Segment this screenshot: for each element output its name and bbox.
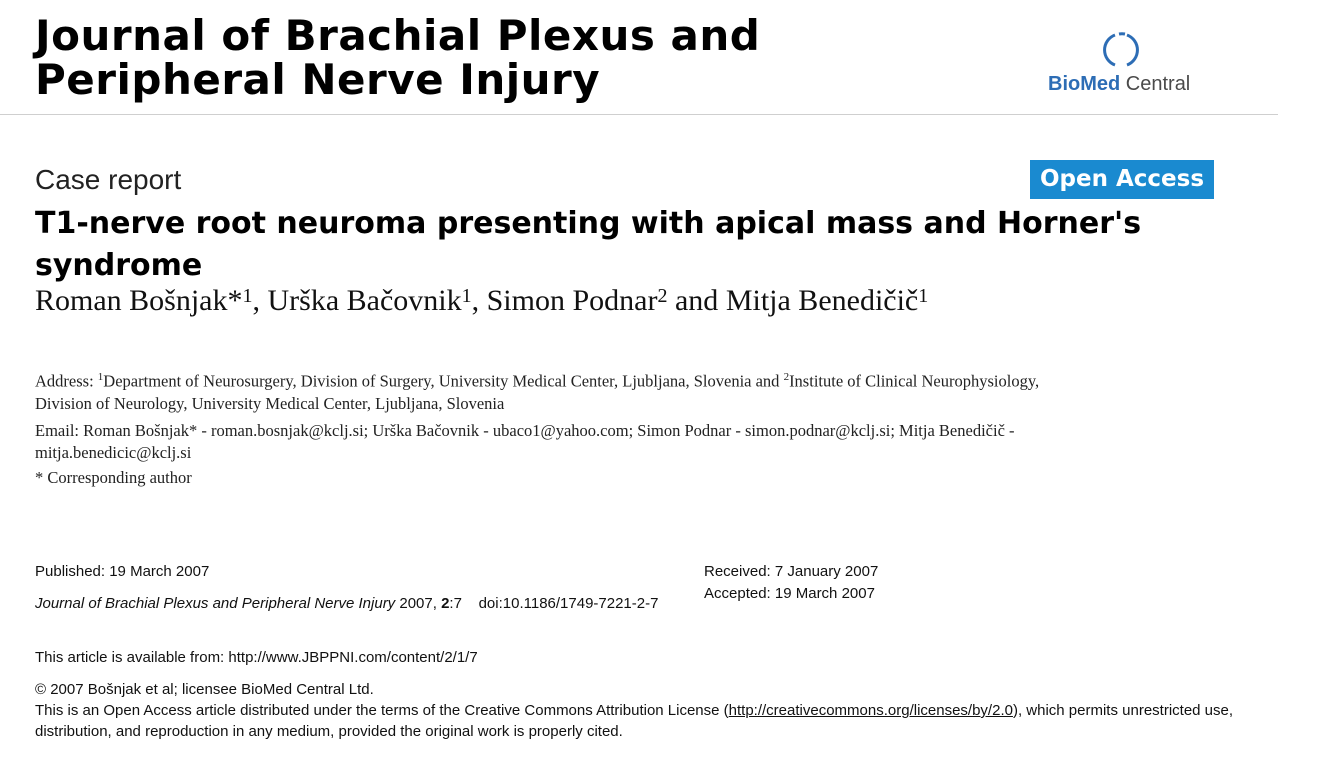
affiliation-sup: 2	[783, 371, 790, 383]
author-list	[35, 284, 928, 318]
author-affiliation-sup: 1	[461, 285, 472, 307]
citation-volume: 2	[441, 595, 450, 612]
logo-central: Central	[1125, 73, 1191, 95]
address-label: Address:	[35, 371, 98, 391]
article-url: This article is available from: http://www.JBPPNI.com/content/2/1/7	[35, 649, 478, 666]
license-text	[35, 700, 1235, 742]
article-title: T1-nerve root neuroma presenting with apical mass and Horner's syndrome	[35, 206, 1142, 283]
author-affiliation-sup: 1	[918, 285, 929, 307]
author-separator: and	[667, 284, 726, 317]
affiliation-2: Institute of Clinical Neurophysiology, Division of Neurology, University Medical Center, Ljubljana, Slovenia	[35, 371, 1040, 413]
journal-title-line1: Journal of Brachial Plexus and	[35, 11, 761, 60]
journal-title	[35, 11, 761, 104]
author-name: Mitja Benedičič	[725, 284, 919, 317]
author-separator: ,	[471, 284, 487, 317]
corresponding-author-note: * Corresponding author	[35, 468, 192, 487]
author-separator: ,	[252, 284, 268, 317]
license-text-after: ), which permits unrestricted use, distribution, and reproduction in any medium, provided the original work is properly cited.	[35, 702, 1234, 740]
received-date: Received: 7 January 2007	[704, 563, 879, 580]
header-divider	[0, 114, 1278, 115]
citation-year: 2007,	[395, 595, 442, 612]
journal-title-line2: Peripheral Nerve Injury	[35, 55, 601, 104]
affiliation-1: Department of Neurosurgery, Division of Surgery, University Medical Center, Ljubljana, Slovenia and	[103, 371, 784, 391]
author-emails: Email: Roman Bošnjak* - roman.bosnjak@kclj.si; Urška Bačovnik - ubaco1@yahoo.com; Simon Podnar - simon.podnar@kclj.si; Mitja Benedičič - mitja.benedicic@kclj.si	[35, 421, 1015, 462]
biomed-central-logo	[1046, 30, 1206, 100]
citation-journal: Journal of Brachial Plexus and Peripheral Nerve Injury	[35, 595, 396, 612]
logo-bio: Bio	[1048, 73, 1081, 95]
biomed-central-logo-icon	[1101, 30, 1141, 70]
license-text-before: This is an Open Access article distributed under the terms of the Creative Commons Attribution License (	[35, 702, 729, 719]
license-link[interactable]: http://creativecommons.org/licenses/by/2.0	[728, 702, 1013, 719]
published-date: Published: 19 March 2007	[35, 563, 210, 580]
author-affiliation-sup: 1	[242, 285, 253, 307]
logo-wordmark	[1048, 73, 1190, 96]
accepted-date: Accepted: 19 March 2007	[704, 585, 875, 602]
affiliation-address	[35, 366, 1075, 415]
copyright-notice: © 2007 Bošnjak et al; licensee BioMed Central Ltd.	[35, 681, 374, 698]
citation-doi: :7 doi:10.1186/1749-7221-2-7	[449, 595, 659, 612]
author-name: Simon Podnar	[486, 284, 658, 317]
author-name: Urška Bačovnik	[267, 284, 462, 317]
author-affiliation-sup: 2	[657, 285, 668, 307]
author-name: Roman Bošnjak*	[35, 284, 243, 317]
open-access-badge: Open Access	[1030, 160, 1214, 199]
affiliation-sup: 1	[97, 371, 104, 383]
article-type: Case report	[35, 164, 182, 195]
citation	[35, 593, 685, 614]
logo-med: Med	[1080, 73, 1121, 95]
